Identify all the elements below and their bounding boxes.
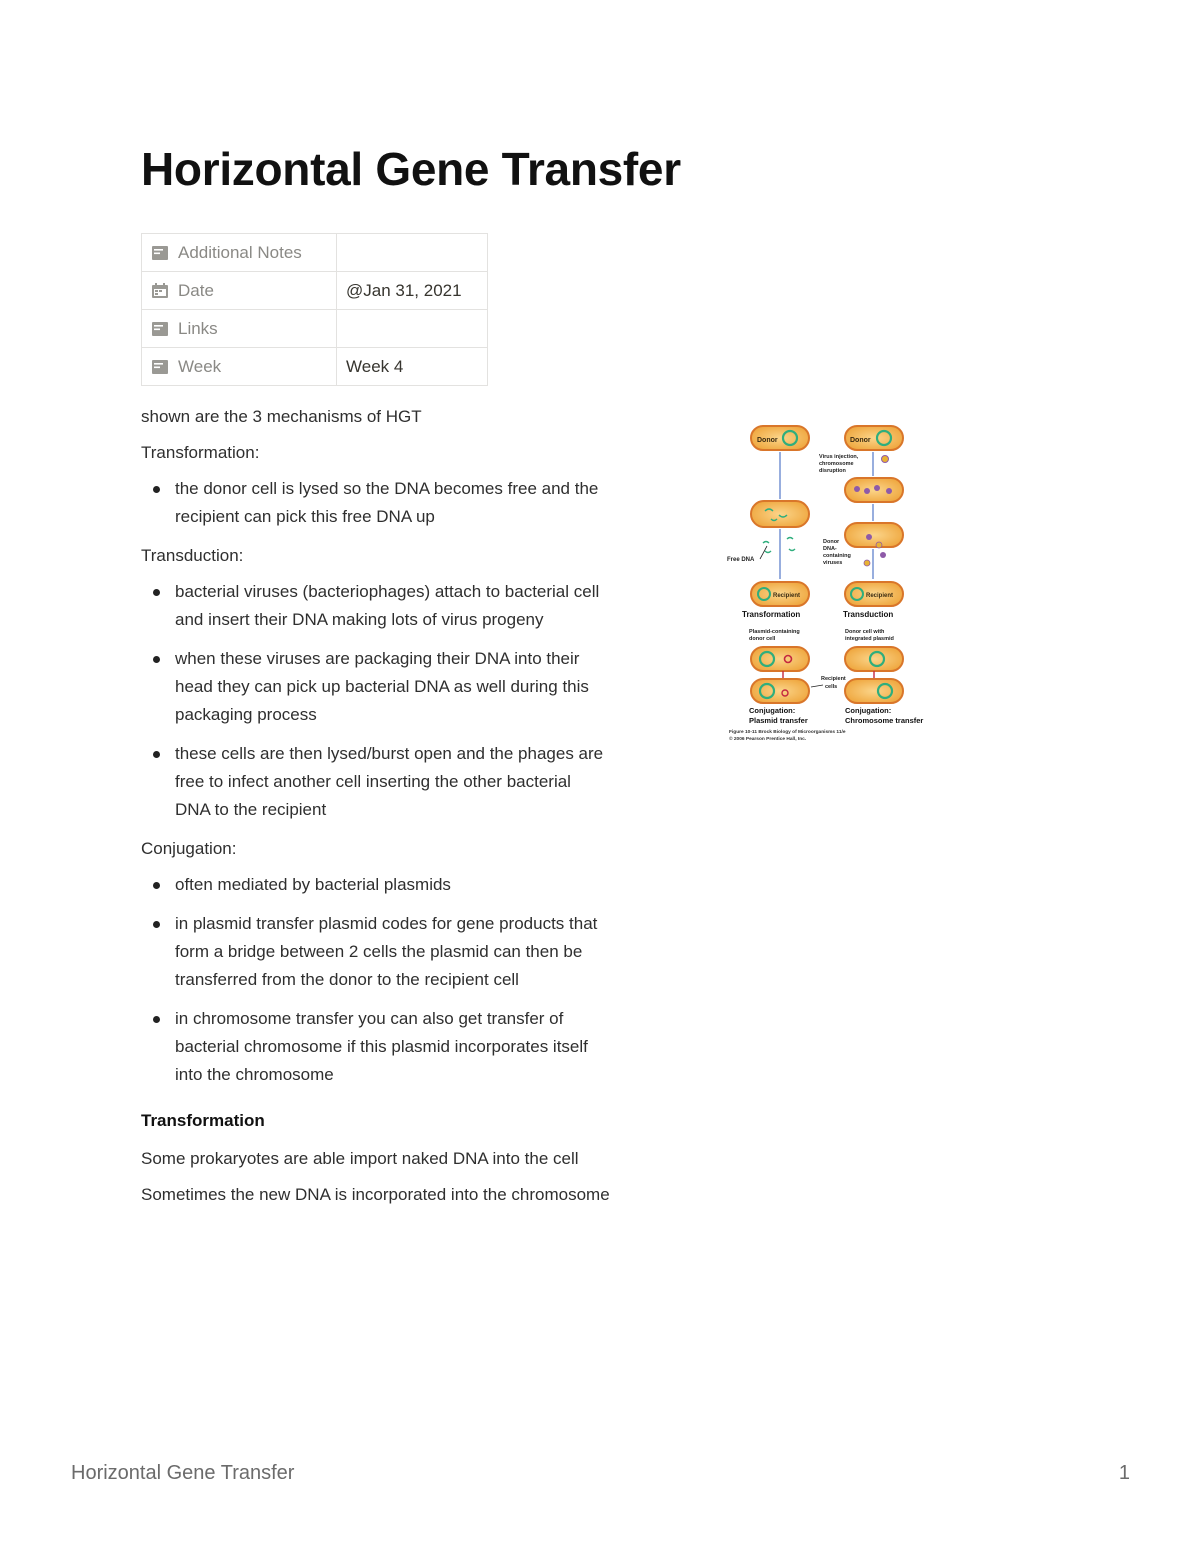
phage	[876, 542, 882, 548]
transformation-caption: Transformation	[742, 610, 801, 619]
property-value-additional-notes[interactable]	[337, 234, 488, 272]
recipient-cells-label: Recipient	[821, 676, 846, 682]
property-key-label: Links	[178, 318, 218, 338]
list-item: when these viruses are packaging their DNA into their head they can pick up bacterial DNA as well during this packaging process	[175, 645, 605, 729]
donor-label: Donor	[850, 437, 871, 444]
lysing-cell	[845, 523, 903, 547]
properties-table	[141, 233, 488, 386]
virus-injection-label: Virus injection,	[819, 454, 859, 460]
list-item: in plasmid transfer plasmid codes for gene products that form a bridge between 2 cells the plasmid can then be transferred from the donor to the recipient cell	[175, 910, 605, 994]
donor-cell-with-label: Donor cell with	[845, 629, 885, 635]
viruses-label: viruses	[823, 560, 843, 566]
phage	[886, 488, 892, 494]
transformation-label: Transformation:	[141, 443, 260, 462]
list-item: in chromosome transfer you can also get transfer of bacterial chromosome if this plasmid incorporates itself into the chromosome	[175, 1005, 605, 1089]
property-row	[142, 310, 488, 348]
chromosome-transfer-caption: Chromosome transfer	[845, 716, 924, 725]
text-property-icon	[151, 358, 169, 376]
conjugation-label: Conjugation:	[141, 839, 237, 858]
phage	[874, 485, 880, 491]
hgt-mechanisms-figure	[727, 421, 949, 747]
property-key-week[interactable]	[142, 348, 337, 386]
chromosome-transfer-panel	[845, 629, 923, 725]
property-key-label: Week	[178, 356, 222, 376]
list-item: the donor cell is lysed so the DNA becomes free and the recipient can pick this free DNA up	[175, 475, 605, 531]
plasmid-transfer-caption: Plasmid transfer	[749, 716, 808, 725]
list-item: these cells are then lysed/burst open and the phages are free to infect another cell inserting the other bacterial DNA to the recipient	[175, 740, 605, 824]
integrated-plasmid-label: integrated plasmid	[845, 636, 894, 642]
transformation-panel	[727, 426, 809, 619]
intro-text: shown are the 3 mechanisms of HGT	[141, 407, 422, 426]
donor-cell-label: donor cell	[749, 636, 776, 642]
containing-label: containing	[823, 553, 851, 559]
section-heading: Transformation	[141, 1111, 265, 1130]
cells-label: cells	[825, 684, 838, 690]
transduction-list	[141, 578, 605, 824]
free-dna	[763, 538, 795, 553]
conjugation-caption: Conjugation:	[845, 706, 892, 715]
free-dna-label: Free DNA	[727, 557, 755, 563]
recipient-label: Recipient	[866, 593, 894, 599]
conjugation-list	[141, 871, 605, 1089]
plasmid-transfer-panel	[749, 629, 846, 725]
property-row	[142, 272, 488, 310]
infected-cell	[845, 478, 903, 502]
paragraph: Some prokaryotes are able import naked DNA into the cell	[141, 1149, 579, 1168]
donor-cell	[845, 647, 903, 671]
property-value-links[interactable]	[337, 310, 488, 348]
phage	[864, 560, 870, 566]
plasmid-containing-label: Plasmid-containing	[749, 629, 800, 635]
dna-dash-label: DNA-	[823, 546, 837, 552]
list-item: bacterial viruses (bacteriophages) attach to bacterial cell and insert their DNA making lots of virus progeny	[175, 578, 605, 634]
donor-dna-label: Donor	[823, 539, 840, 545]
recipient-label: Recipient	[773, 593, 801, 599]
phage	[880, 552, 886, 558]
transduction-label: Transduction:	[141, 546, 244, 565]
paragraph: Sometimes the new DNA is incorporated into the chromosome	[141, 1185, 610, 1204]
transduction-caption: Transduction	[843, 610, 894, 619]
list-item: often mediated by bacterial plasmids	[175, 871, 605, 899]
property-key-links[interactable]	[142, 310, 337, 348]
phage	[866, 534, 872, 540]
transduction-panel	[819, 426, 903, 619]
phage	[882, 456, 889, 463]
transformation-list	[141, 475, 605, 531]
property-row	[142, 234, 488, 272]
text-property-icon	[151, 244, 169, 262]
recipient-cell	[845, 679, 903, 703]
page-number: 1	[1118, 1462, 1130, 1484]
page-title: Horizontal Gene Transfer	[141, 143, 681, 195]
phage	[864, 488, 870, 494]
chromosome-label: chromosome	[819, 461, 854, 467]
conjugation-caption: Conjugation:	[749, 706, 796, 715]
figure-copyright: © 2006 Pearson Prentice Hall, Inc.	[729, 737, 807, 742]
property-key-label: Additional Notes	[178, 242, 302, 262]
page-content	[141, 401, 701, 1217]
disruption-label: disruption	[819, 468, 846, 474]
property-key-additional-notes[interactable]	[142, 234, 337, 272]
property-value-week[interactable]: Week 4	[337, 348, 488, 386]
footer-title: Horizontal Gene Transfer	[71, 1462, 295, 1484]
text-property-icon	[151, 320, 169, 338]
donor-label: Donor	[757, 437, 778, 444]
property-key-date[interactable]	[142, 272, 337, 310]
pointer	[811, 685, 823, 687]
property-key-label: Date	[178, 280, 214, 300]
property-row	[142, 348, 488, 386]
lysed-cell	[751, 501, 809, 527]
phage	[854, 486, 860, 492]
property-value-date[interactable]: @Jan 31, 2021	[337, 272, 488, 310]
calendar-icon	[151, 282, 169, 300]
figure-credit: Figure 10-11 Brock Biology of Microorganisms 11/e	[729, 730, 846, 735]
